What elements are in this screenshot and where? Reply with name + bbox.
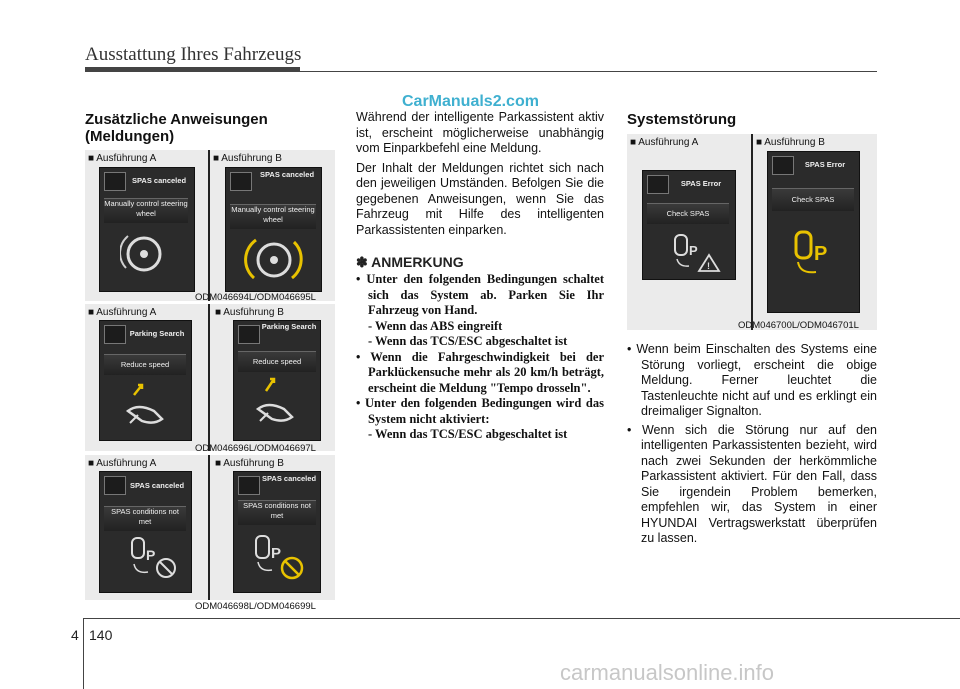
screen-icon-box xyxy=(104,172,126,191)
watermark-bottom[interactable]: carmanualsonline.info xyxy=(560,660,775,685)
steering-wheel-icon xyxy=(244,234,304,288)
svg-text:P: P xyxy=(814,243,828,265)
variant-label-a: ■ Ausführung A xyxy=(88,307,157,318)
cluster-screen-a xyxy=(642,170,736,280)
cluster-screen-b xyxy=(767,151,860,313)
screen-message: Manually control steering wheel xyxy=(104,198,188,223)
paragraph: Während der intelligente Parkassistent aktiv ist, erscheint möglicherweise unabhängig vom Einparkbefehl eine Meldung. xyxy=(356,110,604,155)
brake-pedal-icon xyxy=(124,381,170,431)
screen-title: SPAS Error xyxy=(804,160,846,169)
screen-title: SPAS canceled xyxy=(131,176,187,185)
figure-caption: ODM046700L/ODM046701L xyxy=(738,320,859,331)
screen-title: Parking Search xyxy=(261,322,317,331)
cluster-screen-b xyxy=(225,167,322,292)
right-bullets xyxy=(627,342,877,547)
screen-icon-box xyxy=(104,325,126,344)
cluster-screen-a xyxy=(99,167,195,292)
screen-message: SPAS conditions not met xyxy=(104,506,186,531)
note-subitem: - Wenn das TCS/ESC abgeschaltet ist xyxy=(368,334,568,348)
footer-rule xyxy=(83,618,960,619)
page-header-title: Ausstattung Ihres Fahrzeugs xyxy=(85,44,302,65)
parking-assist-disabled-icon xyxy=(126,534,182,584)
figure-divider xyxy=(208,455,210,600)
svg-text:P: P xyxy=(689,243,698,258)
svg-text:!: ! xyxy=(707,261,710,271)
variant-label-b: ■ Ausführung B xyxy=(756,137,825,148)
screen-title: SPAS canceled xyxy=(259,170,315,179)
screen-title: SPAS canceled xyxy=(129,481,185,490)
screen-message: Manually control steering wheel xyxy=(230,204,316,229)
note-item: • Wenn die Fahrgeschwindigkeit bei der Parklückensuche mehr als 20 km/h beträgt, erscheint die Meldung "Tempo drosseln". xyxy=(356,349,604,395)
note-list xyxy=(356,272,604,443)
variant-label-a: ■ Ausführung A xyxy=(88,458,157,469)
bullet-item: • Wenn beim Einschalten des Systems eine Störung vorliegt, erscheint die obige Meldung. Ferner leuchtet die Tastenleuchte nicht auf und es erklingt ein dreimaliger Signalton. xyxy=(627,342,877,418)
note-subitem: - Wenn das TCS/ESC abgeschaltet ist xyxy=(368,427,568,441)
variant-label-a: ■ Ausführung A xyxy=(88,153,157,164)
paragraph: Der Inhalt der Meldungen richtet sich nach den jeweiligen Umständen. Befolgen Sie die gegebenen Anweisungen, wenn Sie das Fahrzeug mit Hilfe des intelligenten Parkassistenten einparken. xyxy=(356,160,604,237)
svg-text:P: P xyxy=(271,545,282,562)
section-title-line1: Zusätzliche Anweisungen xyxy=(85,111,268,128)
section-title-system-fault: Systemstörung xyxy=(627,111,737,128)
middle-column xyxy=(356,110,604,443)
steering-wheel-icon xyxy=(120,228,170,284)
screen-message: Reduce speed xyxy=(238,351,316,372)
section-title-line2: (Meldungen) xyxy=(85,128,175,145)
screen-icon-box xyxy=(772,156,794,175)
figure-divider xyxy=(751,134,753,330)
watermark-top[interactable]: CarManuals2.com xyxy=(402,93,539,110)
figure-caption: ODM046696L/ODM046697L xyxy=(195,443,316,454)
bullet-item: • Wenn sich die Störung nur auf den intelligenten Parkassistenten bezieht, wird nach zwei Sekunden der herkömmliche Parkassistent aktiviert. Für den Fall, dass Sie irgendein Problem bemerken, empfehlen wir, das System in einer HYUNDAI Vertragswerkstatt überprüfen zu lassen. xyxy=(627,422,877,545)
cluster-screen-a xyxy=(99,471,192,593)
brake-pedal-icon xyxy=(254,375,300,429)
footer-rule-vertical xyxy=(83,618,84,689)
svg-text:P: P xyxy=(146,547,156,563)
screen-icon-box xyxy=(230,172,252,191)
screen-message: Check SPAS xyxy=(772,188,854,211)
parking-assist-warning-icon xyxy=(790,228,850,284)
parking-assist-disabled-icon xyxy=(250,530,310,584)
header-rule xyxy=(85,71,877,72)
section-title-additional xyxy=(85,111,268,145)
screen-icon-box xyxy=(647,175,669,194)
cluster-screen-b xyxy=(233,471,321,593)
chapter-number: 4 xyxy=(71,627,79,643)
figure-caption: ODM046694L/ODM046695L xyxy=(195,292,316,303)
note-item: • Unter den folgenden Bedingungen schaltet sich das System ab. Parken Sie Ihr Fahrzeug von Hand. xyxy=(356,272,604,317)
screen-title: Parking Search xyxy=(129,329,185,338)
variant-label-b: ■ Ausführung B xyxy=(215,458,284,469)
screen-title: SPAS Error xyxy=(680,179,722,188)
figure-divider xyxy=(208,304,210,451)
page-number: 140 xyxy=(89,627,113,643)
screen-icon-box xyxy=(238,325,260,344)
figure-divider xyxy=(208,150,210,301)
parking-assist-warning-icon xyxy=(671,233,727,273)
cluster-screen-b xyxy=(233,320,321,441)
variant-label-b: ■ Ausführung B xyxy=(213,153,282,164)
figure-caption: ODM046698L/ODM046699L xyxy=(195,601,316,612)
note-item: • Unter den folgenden Bedingungen wird das System nicht aktiviert: xyxy=(356,396,604,426)
screen-message: Reduce speed xyxy=(104,354,186,375)
cluster-screen-a xyxy=(99,320,192,441)
screen-icon-box xyxy=(104,476,126,495)
screen-message: SPAS conditions not met xyxy=(238,500,316,525)
screen-message: Check SPAS xyxy=(647,203,729,224)
screen-title: SPAS canceled xyxy=(261,474,317,483)
variant-label-b: ■ Ausführung B xyxy=(215,307,284,318)
note-subitem: - Wenn das ABS eingreift xyxy=(368,318,503,333)
variant-label-a: ■ Ausführung A xyxy=(630,137,699,148)
note-heading: ✽ ANMERKUNG xyxy=(356,254,464,270)
screen-icon-box xyxy=(238,476,260,495)
